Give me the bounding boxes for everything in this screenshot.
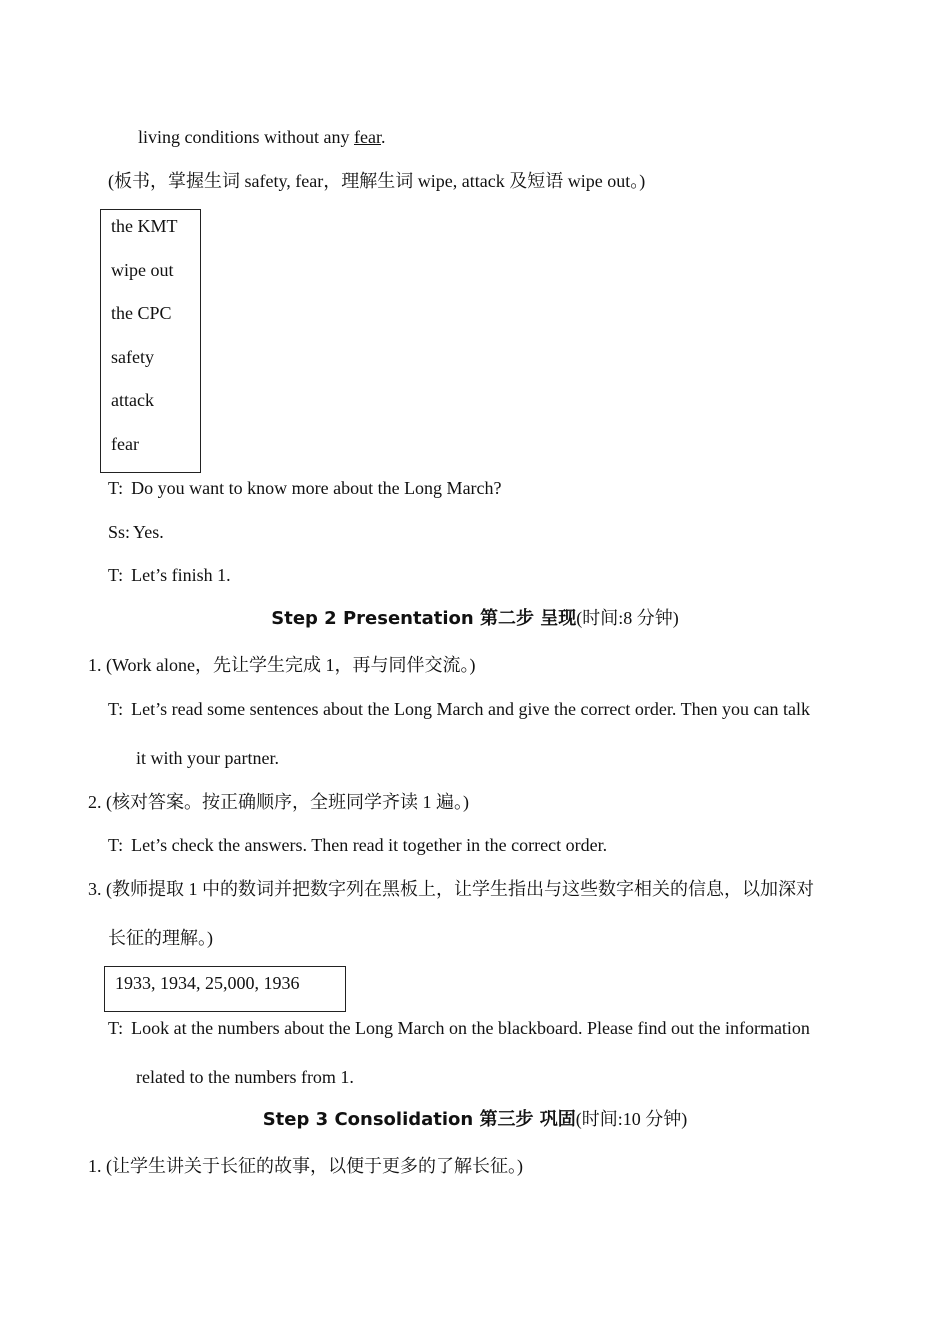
speaker: T: — [108, 565, 124, 585]
word-box-item: fear — [111, 434, 139, 454]
utterance: Yes. — [133, 522, 164, 542]
speaker: T: — [108, 835, 124, 855]
intro-line-suffix: . — [380, 127, 386, 147]
step2-heading — [0, 606, 950, 631]
word-box-item: the KMT — [111, 216, 178, 236]
numbers-box — [104, 966, 346, 1012]
step2-item-1-teacher — [108, 698, 810, 720]
dialogue-line — [108, 477, 502, 499]
step2-item-3-teacher — [108, 1017, 810, 1039]
dialogue-line — [108, 521, 164, 543]
dialogue-line — [108, 564, 231, 586]
speaker: T: — [108, 1018, 124, 1038]
numbers-box-text: 1933, 1934, 25,000, 1936 — [115, 973, 300, 993]
step3-item-1-label: 1. (让学生讲关于长征的故事，以便于更多的了解长征。) — [88, 1156, 523, 1176]
step3-heading — [0, 1107, 950, 1132]
step2-item-2-label: 2. (核对答案。按正确顺序，全班同学齐读 1 遍。) — [88, 792, 469, 812]
step2-item-3-label: 3. (教师提取 1 中的数词并把数字列在黑板上，让学生指出与这些数字相关的信息，以加深对 — [88, 879, 814, 899]
step3-title: Step 3 Consolidation 第三步 巩固 — [262, 1109, 576, 1130]
step2-item-1-label: 1. (Work alone，先让学生完成 1，再与同伴交流。) — [88, 655, 476, 675]
word-box-item: wipe out — [111, 260, 174, 280]
utterance: Let’s check the answers. Then read it together in the correct order. — [131, 835, 608, 855]
speaker: T: — [108, 699, 124, 719]
step3-time: (时间:10 分钟) — [575, 1109, 688, 1129]
step2-item-3-label-cont: 长征的理解。) — [108, 928, 213, 948]
speaker: T: — [108, 478, 124, 498]
intro-line — [138, 126, 385, 148]
utterance: Let’s read some sentences about the Long March and give the correct order. Then you can talk — [131, 699, 811, 719]
word-box-item: the CPC — [111, 303, 172, 323]
intro-underlined-word: fear — [354, 127, 381, 147]
step2-time: (时间:8 分钟) — [576, 608, 679, 628]
step2-item-1-teacher-cont: it with your partner. — [136, 748, 279, 768]
intro-line-prefix: living conditions without any — [138, 127, 354, 147]
speaker: Ss: — [108, 522, 131, 542]
word-box-item: safety — [111, 347, 154, 367]
step2-title: Step 2 Presentation 第二步 呈现 — [271, 608, 577, 629]
step2-item-2-teacher — [108, 834, 607, 856]
blackboard-note: (板书，掌握生词 safety, fear，理解生词 wipe, attack 及短语 wipe out。) — [108, 171, 646, 191]
utterance: Look at the numbers about the Long March on the blackboard. Please find out the information — [131, 1018, 810, 1038]
step2-item-3-teacher-cont: related to the numbers from 1. — [136, 1067, 354, 1087]
word-box-item: attack — [111, 390, 154, 410]
utterance: Let’s finish 1. — [131, 565, 231, 585]
word-box — [100, 209, 201, 473]
utterance: Do you want to know more about the Long March? — [131, 478, 502, 498]
